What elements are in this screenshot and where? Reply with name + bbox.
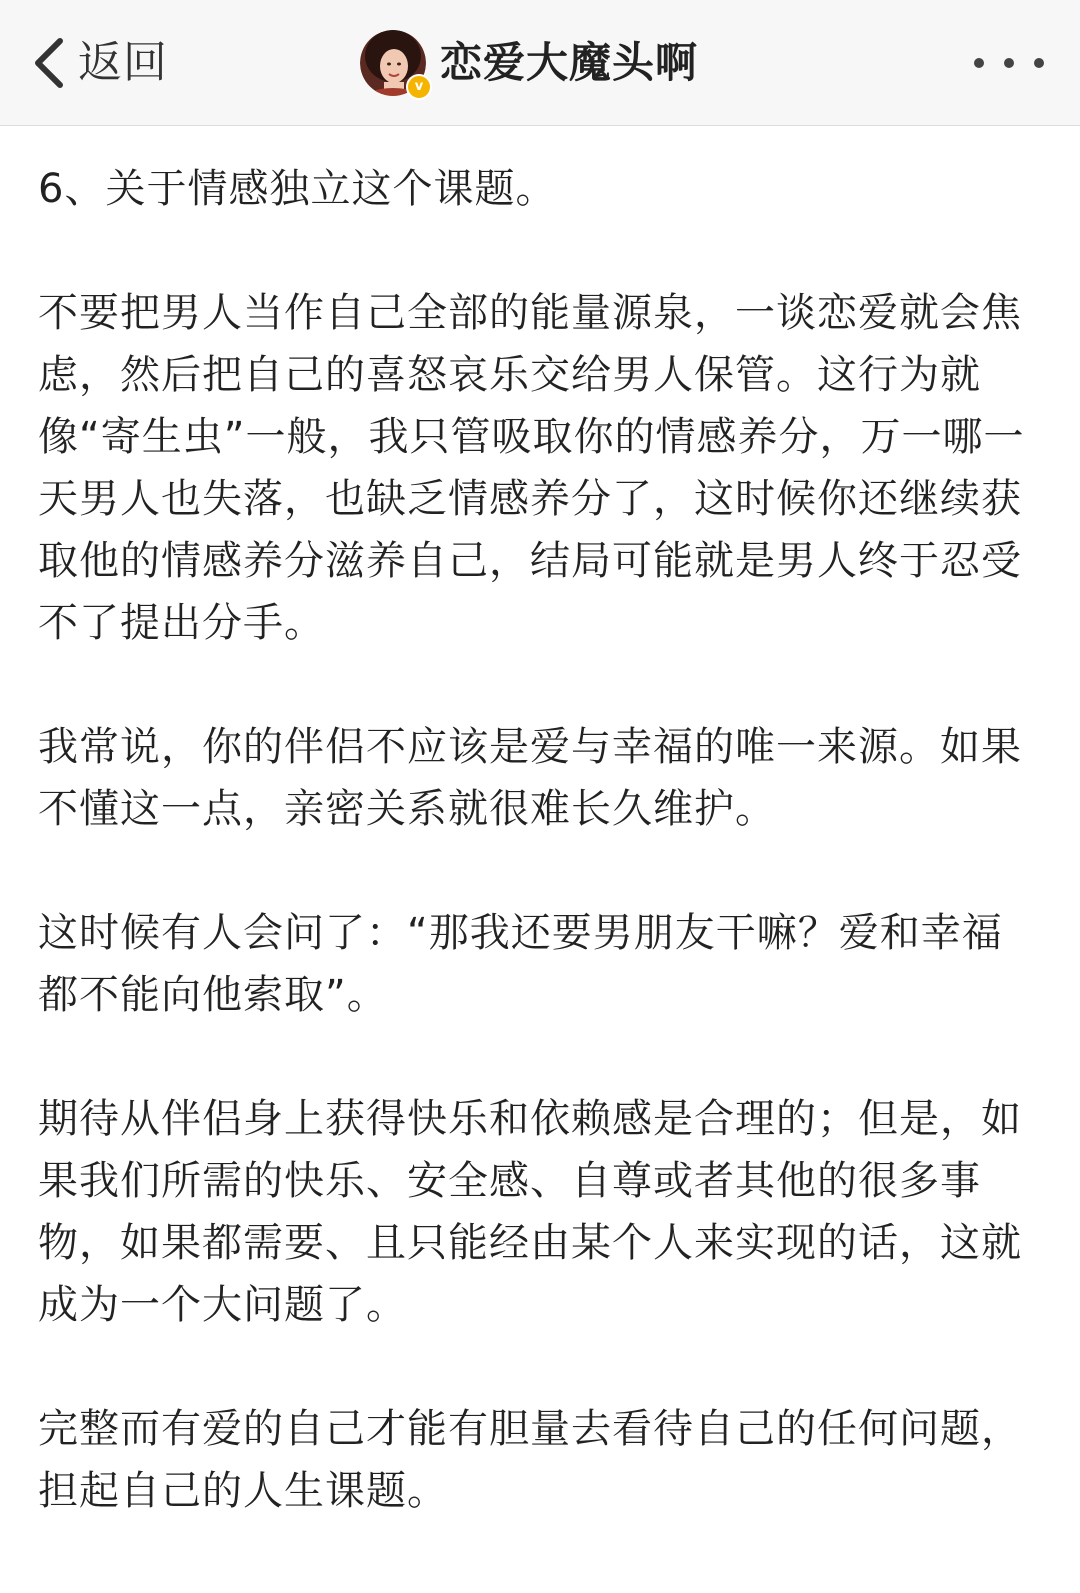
article-paragraph: 6、关于情感独立这个课题。: [38, 166, 557, 212]
article-body: [38, 158, 1038, 1584]
top-navigation-bar: [0, 0, 1080, 126]
article-paragraph: 我常说，你的伴侣不应该是爱与幸福的唯一来源。如果不懂这一点，亲密关系就很难长久维护。: [38, 724, 1022, 832]
back-button[interactable]: [28, 28, 168, 98]
avatar[interactable]: [360, 30, 426, 96]
back-label: 返回: [78, 37, 168, 88]
article-paragraph: 期待从伴侣身上获得快乐和依赖感是合理的；但是，如果我们所需的快乐、安全感、自尊或者其他的很多事物，如果都需要、且只能经由某个人来实现的话，这就成为一个大问题了。: [38, 1096, 1022, 1328]
more-dot: [974, 58, 984, 68]
more-dot: [1034, 58, 1044, 68]
username[interactable]: 恋爱大魔头啊: [440, 38, 699, 87]
article-paragraph: 不要把男人当作自己全部的能量源泉，一谈恋爱就会焦虑，然后把自己的喜怒哀乐交给男人保管。这行为就像“寄生虫”一般，我只管吸取你的情感养分，万一哪一天男人也失落，也缺乏情感养分了，这时候你还继续获取他的情感养分滋养自己，结局可能就是男人终于忍受不了提出分手。: [38, 290, 1025, 646]
article-paragraph: 完整而有爱的自己才能有胆量去看待自己的任何问题，担起自己的人生课题。: [38, 1406, 1022, 1514]
more-dot: [1004, 58, 1014, 68]
article-paragraph: 这时候有人会问了：“那我还要男朋友干嘛？爱和幸福都不能向他索取”。: [38, 910, 1003, 1018]
chevron-left-icon: [28, 33, 68, 93]
verified-badge-icon: v: [406, 74, 432, 100]
profile-header[interactable]: [360, 26, 698, 100]
more-dots-icon[interactable]: [974, 48, 1044, 78]
